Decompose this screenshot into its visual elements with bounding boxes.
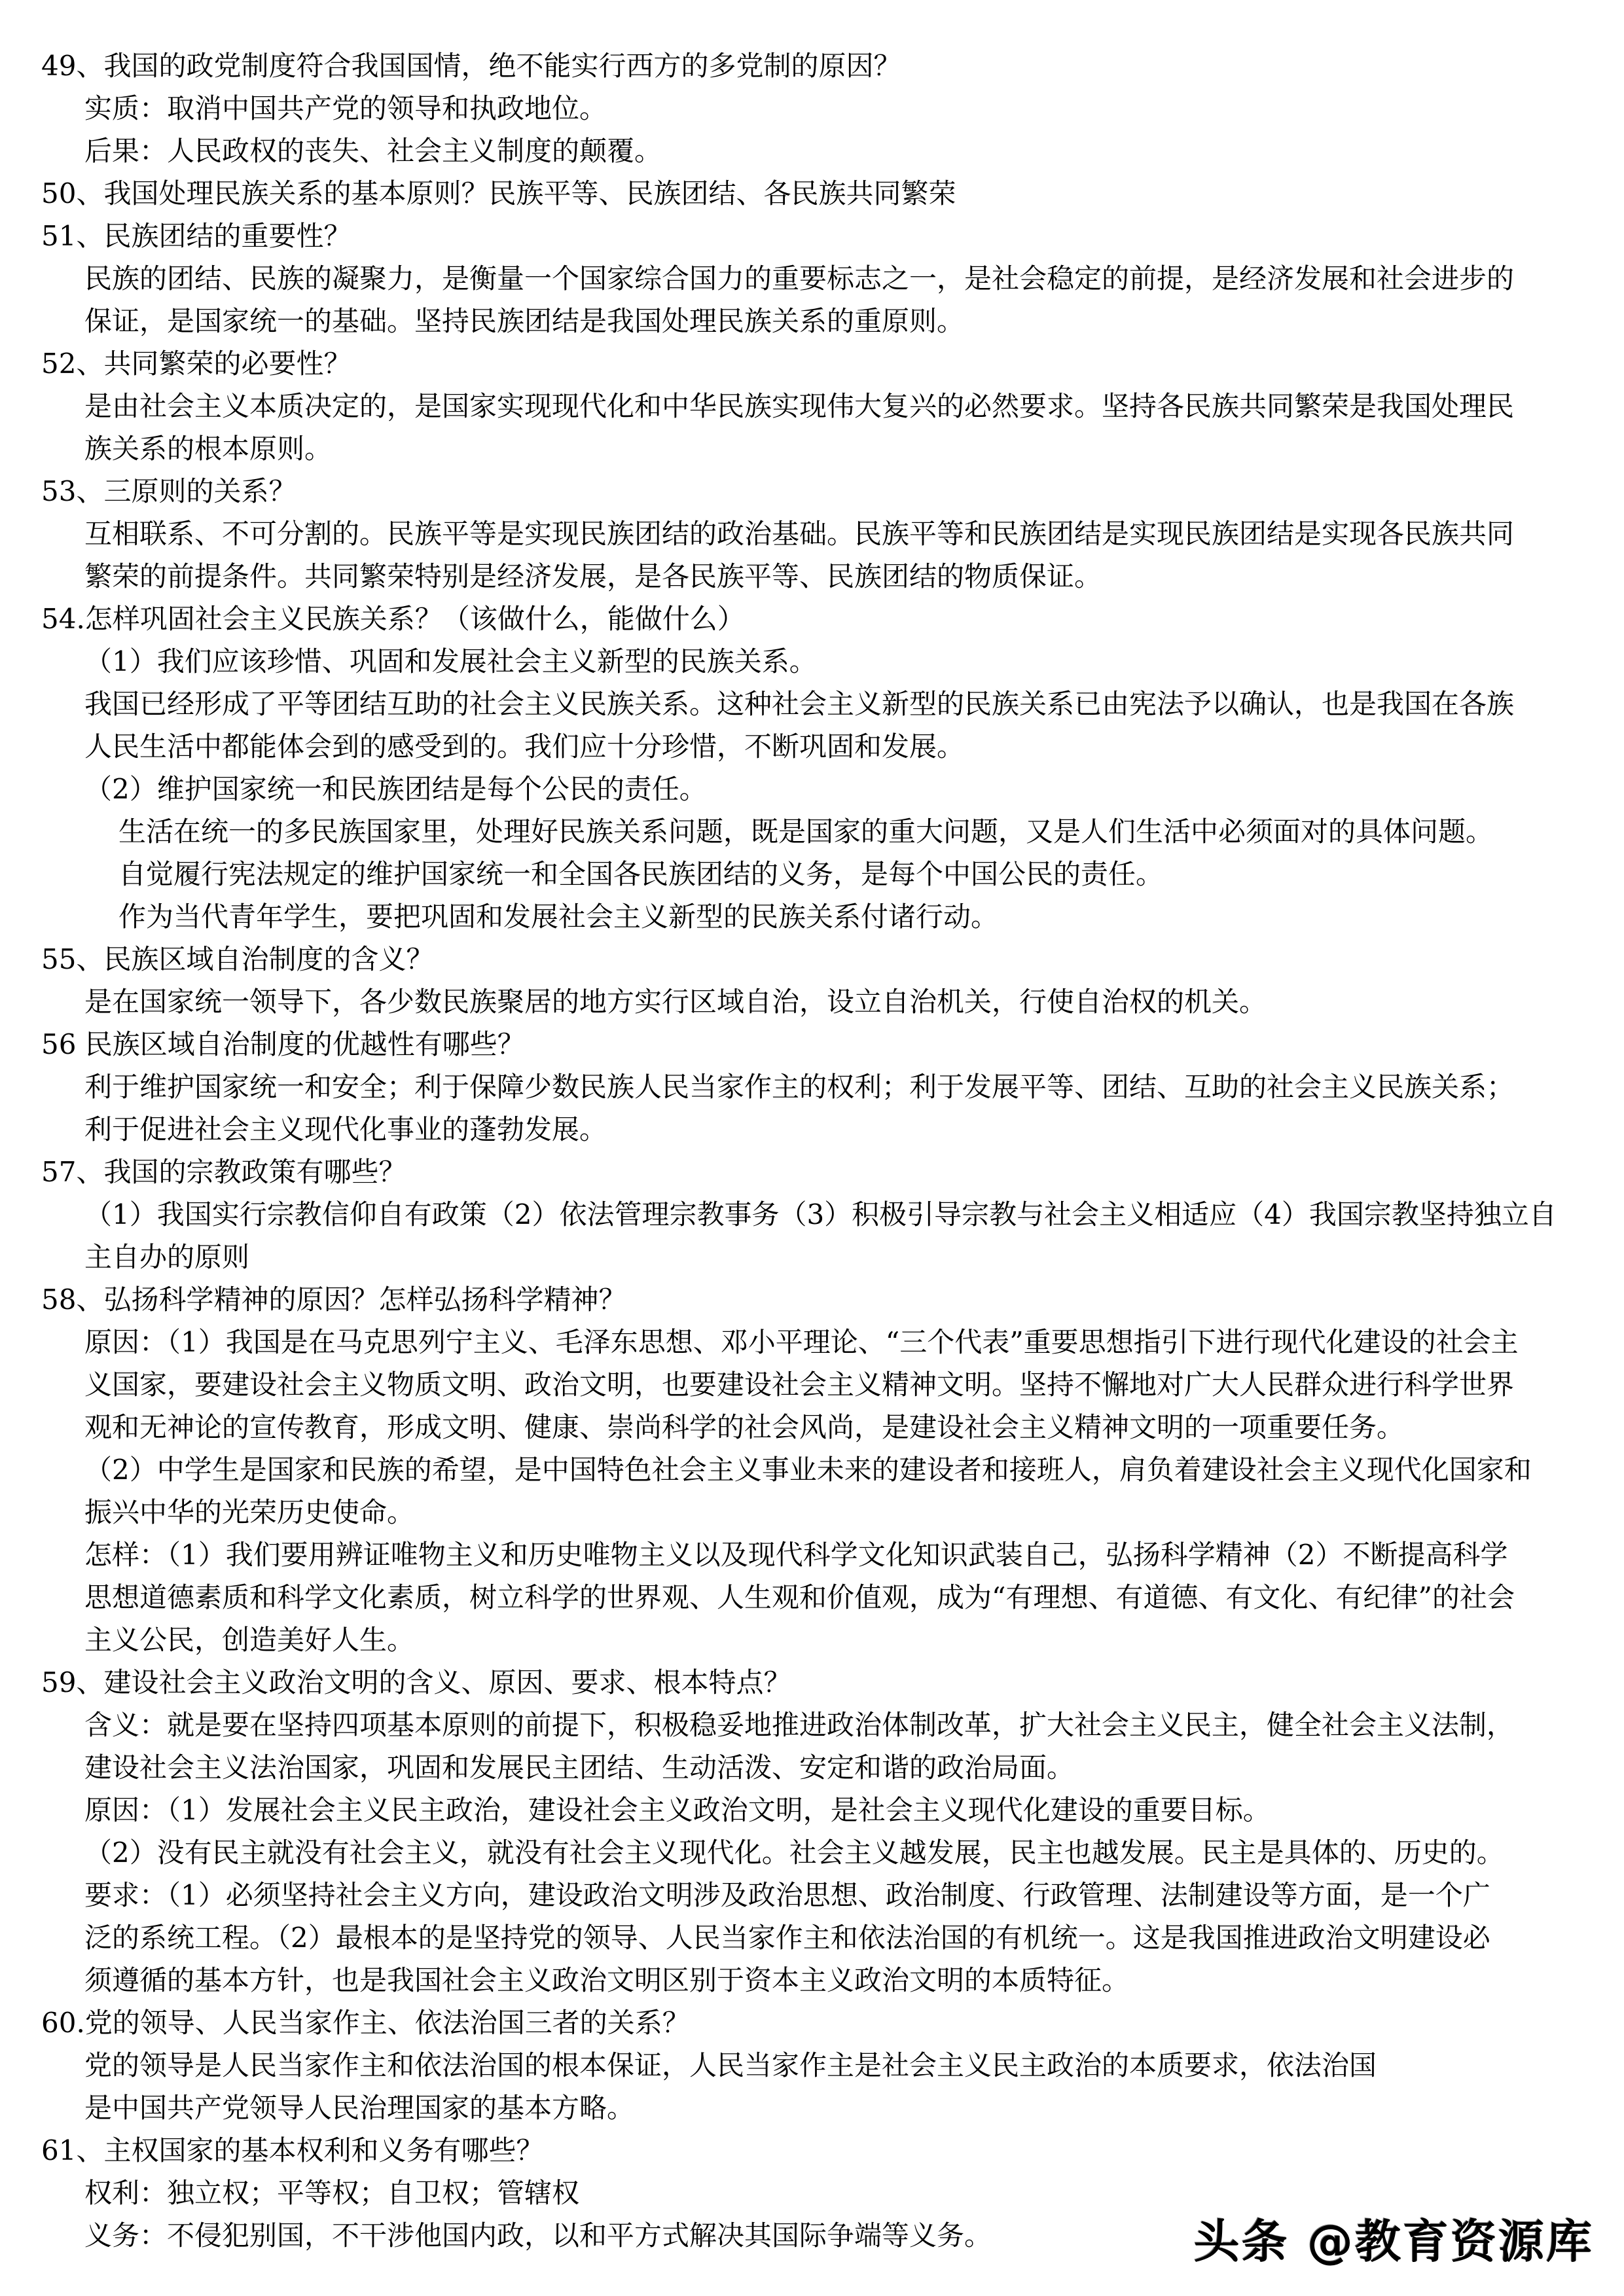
- answer-line: 自觉履行宪法规定的维护国家统一和全国各民族团结的义务，是每个中国公民的责任。: [118, 858, 1164, 890]
- question-line: 56 民族区域自治制度的优越性有哪些？: [41, 1028, 525, 1060]
- answer-line: 作为当代青年学生，要把巩固和发展社会主义新型的民族关系付诸行动。: [118, 901, 999, 933]
- question-line: 52、共同繁荣的必要性？: [41, 348, 352, 380]
- answer-line: 利于维护国家统一和安全；利于保障少数民族人民当家作主的权利；利于发展平等、团结、互助的社会主义民族关系；: [84, 1071, 1515, 1103]
- answer-line: 义国家，要建设社会主义物质文明、政治文明，也要建设社会主义精神文明。坚持不懈地对广大人民群众进行科学世界: [84, 1369, 1515, 1401]
- answer-line: 互相联系、不可分割的。民族平等是实现民族团结的政治基础。民族平等和民族团结是实现民族团结是实现各民族共同: [84, 518, 1515, 550]
- answer-line: 思想道德素质和科学文化素质，树立科学的世界观、人生观和价值观，成为“有理想、有道德、有文化、有纪律”的社会: [84, 1581, 1515, 1613]
- answer-line: 后果：人民政权的丧失、社会主义制度的颠覆。: [84, 135, 662, 167]
- answer-line: 原因：（1）我国是在马克思列宁主义、毛泽东思想、邓小平理论、“三个代表”重要思想指引下进行现代化建设的社会主: [84, 1326, 1519, 1358]
- answer-line: 须遵循的基本方针，也是我国社会主义政治文明区别于资本主义政治文明的本质特征。: [84, 1964, 1130, 1996]
- watermark: 头条 @教育资源库: [1193, 2215, 1594, 2269]
- answer-line: 民族的团结、民族的凝聚力，是衡量一个国家综合国力的重要标志之一，是社会稳定的前提，是经济发展和社会进步的: [84, 262, 1515, 295]
- answer-line: 含义：就是要在坚持四项基本原则的前提下，积极稳妥地推进政治体制改革，扩大社会主义民主，健全社会主义法制，: [84, 1709, 1515, 1741]
- answer-line: 党的领导是人民当家作主和依法治国的根本保证，人民当家作主是社会主义民主政治的本质要求，依法治国: [84, 2049, 1377, 2081]
- answer-line: 怎样：（1）我们要用辨证唯物主义和历史唯物主义以及现代科学文化知识武装自己，弘扬科学精神（2）不断提高科学: [84, 1539, 1508, 1571]
- answer-line: 建设社会主义法治国家，巩固和发展民主团结、生动活泼、安定和谐的政治局面。: [84, 1751, 1075, 1784]
- answer-line: 主义公民，创造美好人生。: [84, 1624, 415, 1656]
- answer-line: 是由社会主义本质决定的，是国家实现现代化和中华民族实现伟大复兴的必然要求。坚持各民族共同繁荣是我国处理民: [84, 390, 1515, 422]
- question-line: 50、我国处理民族关系的基本原则？民族平等、民族团结、各民族共同繁荣: [41, 177, 956, 209]
- answer-line: 繁荣的前提条件。共同繁荣特别是经济发展，是各民族平等、民族团结的物质保证。: [84, 560, 1102, 592]
- answer-line: （2）没有民主就没有社会主义，就没有社会主义现代化。社会主义越发展，民主也越发展。民主是具体的、历史的。: [84, 1837, 1504, 1869]
- question-line: 59、建设社会主义政治文明的含义、原因、要求、根本特点？: [41, 1666, 791, 1698]
- answer-line: 义务：不侵犯别国，不干涉他国内政，以和平方式解决其国际争端等义务。: [84, 2219, 992, 2251]
- answer-line: 是中国共产党领导人民治理国家的基本方略。: [84, 2092, 635, 2124]
- answer-line: 泛的系统工程。（2）最根本的是坚持党的领导、人民当家作主和依法治国的有机统一。这是我国推进政治文明建设必: [84, 1922, 1490, 1954]
- answer-line: 族关系的根本原则。: [84, 433, 333, 465]
- answer-line: （2）维护国家统一和民族团结是每个公民的责任。: [84, 773, 707, 805]
- answer-line: 实质：取消中国共产党的领导和执政地位。: [84, 92, 607, 124]
- question-line: 49、我国的政党制度符合我国国情，绝不能实行西方的多党制的原因？: [41, 50, 901, 82]
- answer-line: 利于促进社会主义现代化事业的蓬勃发展。: [84, 1113, 607, 1145]
- answer-line: 是在国家统一领导下，各少数民族聚居的地方实行区域自治，设立自治机关，行使自治权的机关。: [84, 986, 1267, 1018]
- answer-line: 主自办的原则: [84, 1241, 250, 1273]
- answer-line: （1）我国实行宗教信仰自有政策（2）依法管理宗教事务（3）积极引导宗教与社会主义相适应（4）我国宗教坚持独立自: [84, 1198, 1557, 1230]
- question-line: 60.党的领导、人民当家作主、依法治国三者的关系？: [41, 2007, 690, 2039]
- answer-line: （1）我们应该珍惜、巩固和发展社会主义新型的民族关系。: [84, 645, 817, 677]
- answer-line: （2）中学生是国家和民族的希望，是中国特色社会主义事业未来的建设者和接班人，肩负着建设社会主义现代化国家和: [84, 1454, 1532, 1486]
- document-body: [41, 45, 1606, 2257]
- question-line: 55、民族区域自治制度的含义？: [41, 943, 434, 975]
- question-line: 51、民族团结的重要性？: [41, 220, 352, 252]
- answer-line: 权利：独立权；平等权；自卫权；管辖权: [84, 2177, 580, 2209]
- answer-line: 人民生活中都能体会到的感受到的。我们应十分珍惜，不断巩固和发展。: [84, 730, 965, 762]
- answer-line: 生活在统一的多民族国家里，处理好民族关系问题，既是国家的重大问题，又是人们生活中必须面对的具体问题。: [118, 816, 1494, 848]
- question-line: 58、弘扬科学精神的原因？怎样弘扬科学精神？: [41, 1283, 626, 1316]
- answer-line: 要求：（1）必须坚持社会主义方向，建设政治文明涉及政治思想、政治制度、行政管理、法制建设等方面，是一个广: [84, 1879, 1490, 1911]
- question-line: 53、三原则的关系？: [41, 475, 297, 507]
- answer-line: 振兴中华的光荣历史使命。: [84, 1496, 415, 1528]
- question-line: 57、我国的宗教政策有哪些？: [41, 1156, 406, 1188]
- answer-line: 观和无神论的宣传教育，形成文明、健康、崇尚科学的社会风尚，是建设社会主义精神文明的一项重要任务。: [84, 1411, 1405, 1443]
- answer-line: 保证，是国家统一的基础。坚持民族团结是我国处理民族关系的重原则。: [84, 305, 965, 337]
- question-line: 61、主权国家的基本权利和义务有哪些？: [41, 2134, 544, 2166]
- answer-line: 原因：（1）发展社会主义民主政治，建设社会主义政治文明，是社会主义现代化建设的重要目标。: [84, 1794, 1271, 1826]
- question-line: 54.怎样巩固社会主义民族关系？（该做什么，能做什么）: [41, 603, 745, 635]
- answer-line: 我国已经形成了平等团结互助的社会主义民族关系。这种社会主义新型的民族关系已由宪法予以确认，也是我国在各族: [84, 688, 1515, 720]
